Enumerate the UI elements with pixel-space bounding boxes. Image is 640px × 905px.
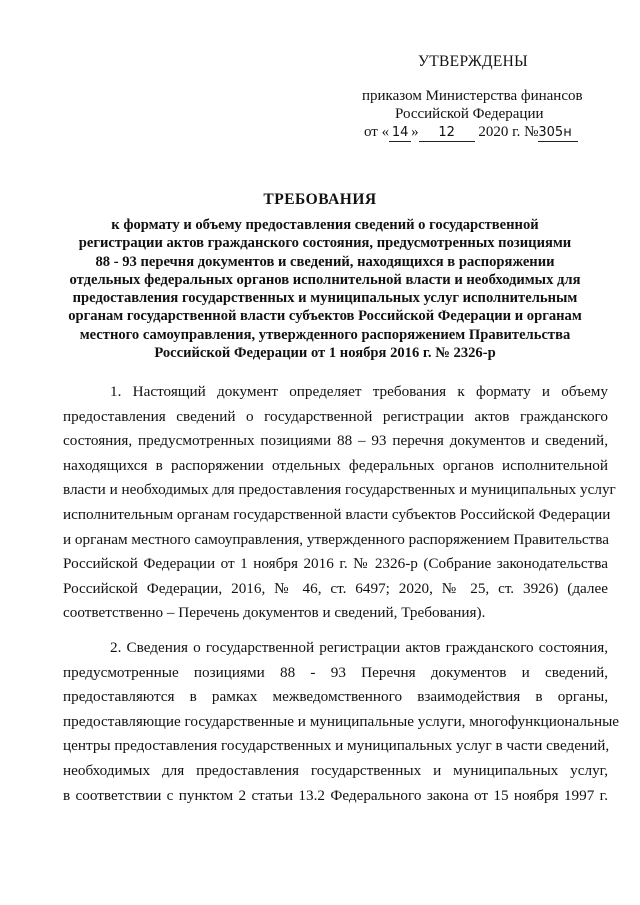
handwritten-order-number: 305н: [538, 125, 578, 142]
paragraph-line: и органам местного самоуправления, утвержденного распоряжением Правительства: [63, 530, 609, 548]
subtitle-line: Российской Федерации от 1 ноября 2016 г. № 2326-р: [154, 345, 496, 362]
paragraph-line: Российской Федерации, 2016, № 46, ст. 6497; 2020, № 25, ст. 3926) (далее: [63, 579, 608, 597]
handwritten-day: 14: [389, 125, 411, 142]
subtitle-line: отдельных федеральных органов исполнительной власти и необходимых для: [69, 271, 581, 288]
paragraph-line: предоставления сведений о государственной регистрации актов гражданского: [63, 407, 608, 425]
paragraph-line: находящихся в распоряжении отдельных федеральных органов исполнительной: [63, 456, 608, 474]
handwritten-month: 12: [419, 125, 475, 142]
date-prefix: от «: [364, 124, 390, 140]
subtitle-line: к формату и объему предоставления сведений о государственной: [111, 217, 539, 233]
paragraph-line: исполнительным органам государственной власти субъектов Российской Федерации: [63, 505, 611, 523]
subtitle-line: предоставления государственных и муниципальных услуг исполнительным: [72, 290, 578, 307]
subtitle-line: регистрации актов гражданского состояния, предусмотренных позициями: [78, 235, 572, 252]
paragraph-line: власти и необходимых для предоставления государственных и муниципальных услуг: [63, 481, 616, 499]
subtitle-line: органам государственной власти субъектов Российской Федерации и органам: [68, 308, 582, 325]
subtitle-line: 88 - 93 перечня документов и сведений, находящихся в распоряжении: [95, 253, 555, 270]
approval-ministry-line: Российской Федерации: [395, 106, 544, 122]
approval-order-line: приказом Министерства финансов: [362, 88, 583, 104]
date-year: 2020 г. №: [478, 124, 539, 140]
paragraph-2: [63, 636, 620, 808]
document-title: ТРЕБОВАНИЯ: [263, 191, 377, 208]
paragraph-line: в соответствии с пунктом 2 статьи 13.2 Федерального закона от 15 ноября 1997 г.: [63, 786, 608, 804]
paragraph-line: состояния, предусмотренных позициями 88 – 93 перечня документов и сведений,: [63, 432, 608, 450]
paragraph-line: предоставляющие государственные и муниципальные услуги, многофункциональные: [63, 712, 620, 730]
subtitle-line: местного самоуправления, утвержденного распоряжением Правительства: [79, 326, 571, 343]
paragraph-1: [63, 380, 616, 626]
paragraph-line: необходимых для предоставления государственных и муниципальных услуг,: [63, 761, 608, 779]
date-mid: »: [411, 124, 419, 140]
paragraph-line: 2. Сведения о государственной регистрации актов гражданского состояния,: [110, 638, 608, 656]
paragraph-line: центры предоставления государственных и муниципальных услуг в части сведений,: [63, 737, 610, 755]
paragraph-line: предоставляются в рамках межведомственного взаимодействия в органы,: [63, 688, 608, 706]
approval-heading: УТВЕРЖДЕНЫ: [418, 53, 528, 70]
paragraph-line: 1. Настоящий документ определяет требования к формату и объему: [110, 383, 608, 400]
paragraph-line: соответственно – Перечень документов и сведений, Требования).: [63, 604, 486, 622]
paragraph-line: предусмотренные позициями 88 - 93 Перечня документов и сведений,: [63, 663, 608, 681]
document-body: [63, 380, 620, 808]
paragraph-line: Российской Федерации от 1 ноября 2016 г. № 2326-р (Собрание законодательства: [63, 555, 608, 573]
document-subtitle: [60, 216, 590, 362]
approval-date-line: [364, 122, 578, 142]
paragraph-gap: [63, 626, 608, 636]
